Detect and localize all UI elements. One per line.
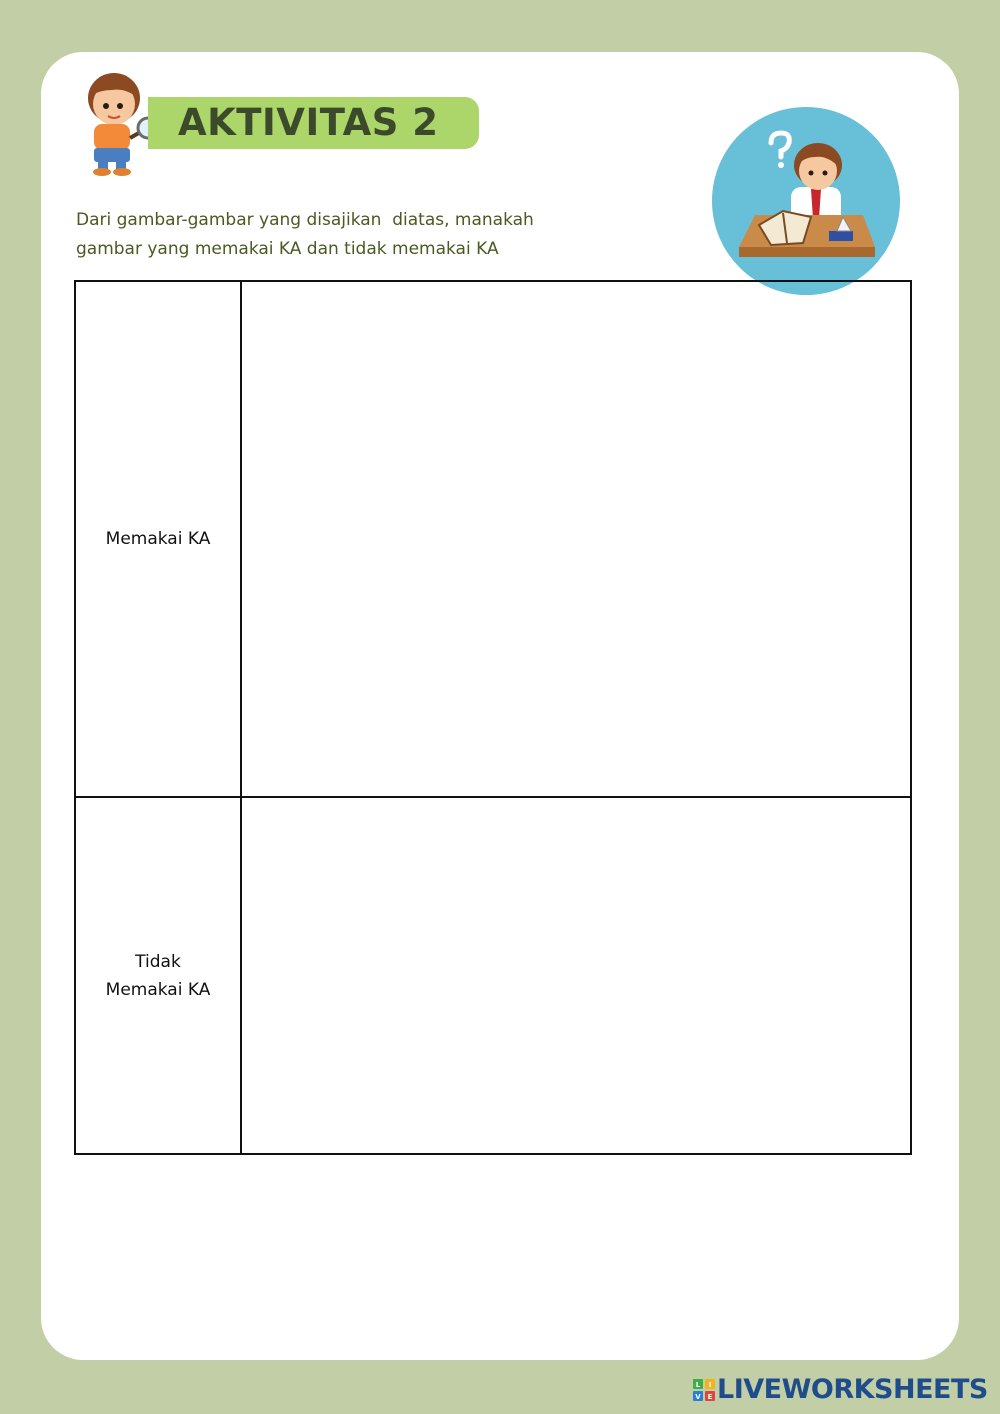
- answer-table: [74, 280, 912, 1155]
- liveworksheets-brand[interactable]: [693, 1376, 988, 1404]
- thinking-student-icon: [711, 107, 901, 295]
- logo-letter: V: [695, 1393, 701, 1401]
- answer-area-tidak-memakai-ka[interactable]: [241, 797, 911, 1154]
- instruction-text: [76, 206, 636, 264]
- logo-letter: L: [695, 1381, 701, 1389]
- answer-area-memakai-ka[interactable]: [241, 281, 911, 797]
- instruction-line-2: gambar yang memakai KA dan tidak memakai KA: [76, 239, 499, 259]
- instruction-line-1: Dari gambar-gambar yang disajikan diatas, manakah: [76, 210, 534, 230]
- row-label-tidak-memakai-ka: [75, 797, 241, 1154]
- row-label-line: Memakai KA: [105, 529, 211, 549]
- logo-letter: E: [707, 1393, 713, 1401]
- table-row-tidak-memakai-ka: [75, 797, 911, 1154]
- row-label-memakai-ka: [75, 281, 241, 797]
- page-title: AKTIVITAS 2: [178, 101, 439, 144]
- row-label-line: Tidak: [135, 951, 181, 972]
- brand-name: LIVEWORKSHEETS: [717, 1374, 988, 1405]
- row-label-line: Memakai KA: [105, 979, 211, 1000]
- logo-letter: I: [708, 1381, 712, 1389]
- liveworksheets-logo-icon: [693, 1379, 715, 1401]
- table-row-memakai-ka: [75, 281, 911, 797]
